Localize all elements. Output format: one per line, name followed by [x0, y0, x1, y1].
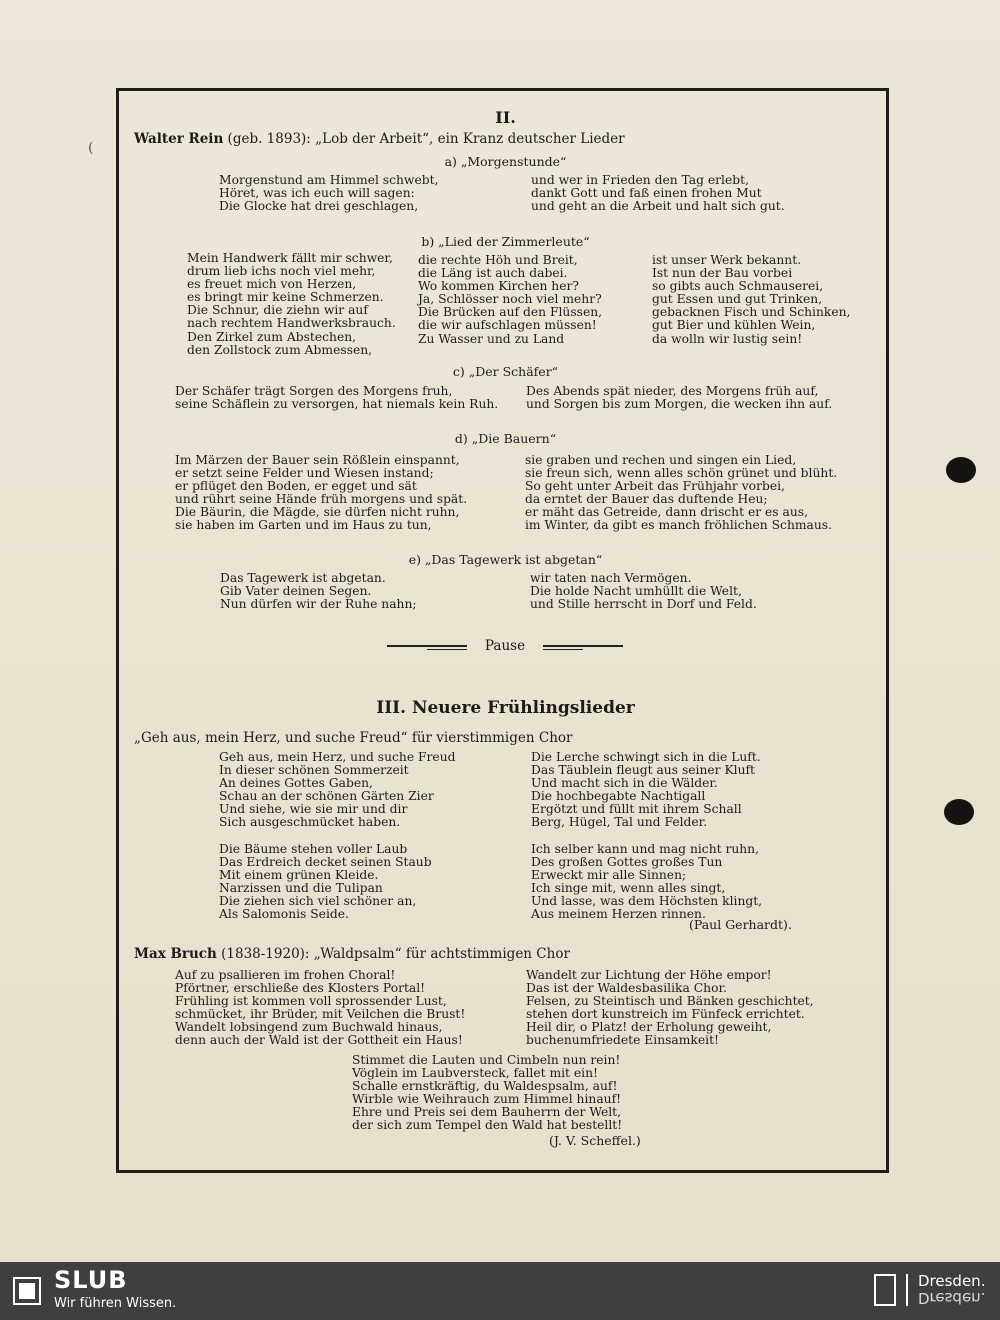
section3-title: III. Neuere Frühlingslieder: [376, 698, 635, 718]
song-b-col1: Mein Handwerk fällt mir schwer, drum lieb ichs noch viel mehr, es freuet mich von Herzen, es bringt mir keine Schmerzen. Die Schnur, die ziehn wir auf nach rechtem Handwerksbrauch. Den Zirkel zum Abstechen, den Zollstock zum Abmessen,: [187, 251, 396, 357]
pause-rule-right: [543, 645, 623, 647]
song-d-left: Im Märzen der Bauer sein Rößlein einspannt, er setzt seine Felder und Wiesen instand; er pflüget den Boden, er egget und sät und rührt seine Hände früh morgens und spät. Die Bäurin, die Mägde, sie dürfen nicht ruhn, sie haben im Garten und im Haus zu tun,: [175, 453, 468, 533]
song2-author: (J. V. Scheffel.): [549, 1133, 641, 1148]
song1-left: Geh aus, mein Herz, und suche Freud In dieser schönen Sommerzeit An deines Gottes Gaben, Schau an der schönen Gärten Zier Und siehe, wie sie mir und dir Sich ausgeschmücket haben. Die Bäume stehen voller Laub Das Erdreich decket seinen Staub Mit einem grünen Kleide. Narzissen und die Tulipan Die ziehen sich viel schöner an, Als Salomonis Seide.: [219, 750, 456, 922]
song-e-right: wir taten nach Vermögen. Die holde Nacht umhüllt die Welt, und Stille herrscht in Dorf und Feld.: [530, 571, 757, 612]
punch-hole-top: [946, 457, 976, 483]
song-b-col2: die rechte Höh und Breit, die Läng ist auch dabei. Wo kommen Kirchen her? Ja, Schlösser noch viel mehr? Die Brücken auf den Flüssen, die wir aufschlagen müssen! Zu Wasser und zu Land: [418, 253, 603, 346]
song-c-title: c) „Der Schäfer“: [452, 364, 559, 379]
composer-heading-rest: (geb. 1893): „Lob der Arbeit“, ein Kranz deutscher Lieder: [223, 131, 625, 147]
song-a-title: a) „Morgenstunde“: [444, 154, 567, 169]
song-d-title: d) „Die Bauern“: [454, 431, 557, 446]
song-a-left: Morgenstund am Himmel schwebt, Höret, was ich euch will sagen: Die Glocke hat drei geschlagen,: [219, 173, 439, 214]
footer-bar: [0, 1262, 1000, 1320]
dresden-logo-reflection: Dresden.: [918, 1289, 986, 1307]
song2-left: Auf zu psallieren im frohen Choral! Pförtner, erschließe des Klosters Portal! Frühling ist kommen voll sprossender Lust, schmücket, ihr Brüder, mit Veilchen die Brust! Wandelt lobsingend zum Buchwald hinaus, denn auch der Wald ist der Gottheit ein Haus!: [175, 968, 466, 1048]
song2-composer: Max Bruch: [134, 946, 217, 962]
slub-brand: SLUB: [54, 1266, 128, 1294]
pause-rule-left: [387, 645, 467, 647]
song-b-col3: ist unser Werk bekannt. Ist nun der Bau vorbei so gibts auch Schmauserei, gut Essen und gut Trinken, gebacknen Fisch und Schinken, gut Bier und kühlen Wein, da wolln wir lustig sein!: [652, 253, 851, 346]
punch-hole-bottom: [944, 799, 974, 825]
dresden-logo: Dresden.: [918, 1272, 986, 1290]
pause-label: Pause: [484, 638, 526, 654]
song-a-right: und wer in Frieden den Tag erlebt, dankt Gott und faß einen frohen Mut und geht an die Arbeit und halt sich gut.: [531, 173, 785, 214]
pause-rule-left-short: [427, 649, 467, 650]
song2-right: Wandelt zur Lichtung der Höhe empor! Das ist der Waldesbasilika Chor. Felsen, zu Steintisch und Bänken geschichtet, stehen dort kunstreich im Fünfeck errichtet. Heil dir, o Platz! der Erholung geweiht, buchenumfriedete Einsamkeit!: [526, 968, 814, 1048]
song-e-left: Das Tagewerk ist abgetan. Gib Vater deinen Segen. Nun dürfen wir der Ruhe nahn;: [220, 571, 417, 612]
dresden-divider: [906, 1274, 908, 1306]
song1-right: Die Lerche schwingt sich in die Luft. Das Täublein fleugt aus seiner Kluft Und macht sich in die Wälder. Die hochbegabte Nachtigall Ergötzt und füllt mit ihrem Schall Berg, Hügel, Tal und Felder. Ich selber kann und mag nicht ruhn, Des großen Gottes großes Tun Erweckt mir alle Sinnen; Ich singe mit, wenn alles singt, Und lasse, was dem Höchsten klingt, Aus meinem Herzen rinnen.: [531, 750, 763, 922]
song-c-left: Der Schäfer trägt Sorgen des Morgens fruh, seine Schäflein zu versorgen, hat niemals kein Ruh.: [175, 384, 499, 412]
song2-heading: [134, 948, 570, 961]
song-b-title: b) „Lied der Zimmerleute“: [421, 234, 590, 249]
song-d-right: sie graben und rechen und singen ein Lied, sie freun sich, wenn alles schön grünet und blüht. So geht unter Arbeit das Frühjahr vorbei, da erntet der Bauer das duftende Heu; er mäht das Getreide, dann drischt er es aus, im Winter, da gibt es manch fröhlichen Schmaus.: [525, 453, 838, 533]
song2-heading-rest: (1838-1920): „Waldpsalm“ für achtstimmigen Chor: [216, 946, 570, 962]
composer-name: Walter Rein: [134, 131, 224, 147]
section-heading: [134, 133, 625, 146]
dresden-crest-icon: [874, 1274, 896, 1306]
slub-logo-icon: [12, 1276, 42, 1306]
song-c-right: Des Abends spät nieder, des Morgens früh auf, und Sorgen bis zum Morgen, die wecken ihn auf.: [526, 384, 833, 412]
song1-heading: „Geh aus, mein Herz, und suche Freud“ für vierstimmigen Chor: [134, 730, 573, 746]
slub-tagline: Wir führen Wissen.: [54, 1296, 177, 1311]
margin-mark: (: [88, 140, 94, 156]
section-numeral: II.: [495, 108, 516, 127]
song-e-title: e) „Das Tagewerk ist abgetan“: [408, 552, 603, 567]
pause-rule-right-short: [543, 649, 583, 650]
song1-author: (Paul Gerhardt).: [689, 917, 792, 932]
song2-center: Stimmet die Lauten und Cimbeln nun rein! Vöglein im Laubversteck, fallet mit ein! Schalle ernstkräftig, du Waldespsalm, auf! Wirble wie Weihrauch zum Himmel hinauf! Ehre und Preis sei dem Bauherrn der Welt, der sich zum Tempel den Wald hat bestellt!: [352, 1053, 623, 1133]
